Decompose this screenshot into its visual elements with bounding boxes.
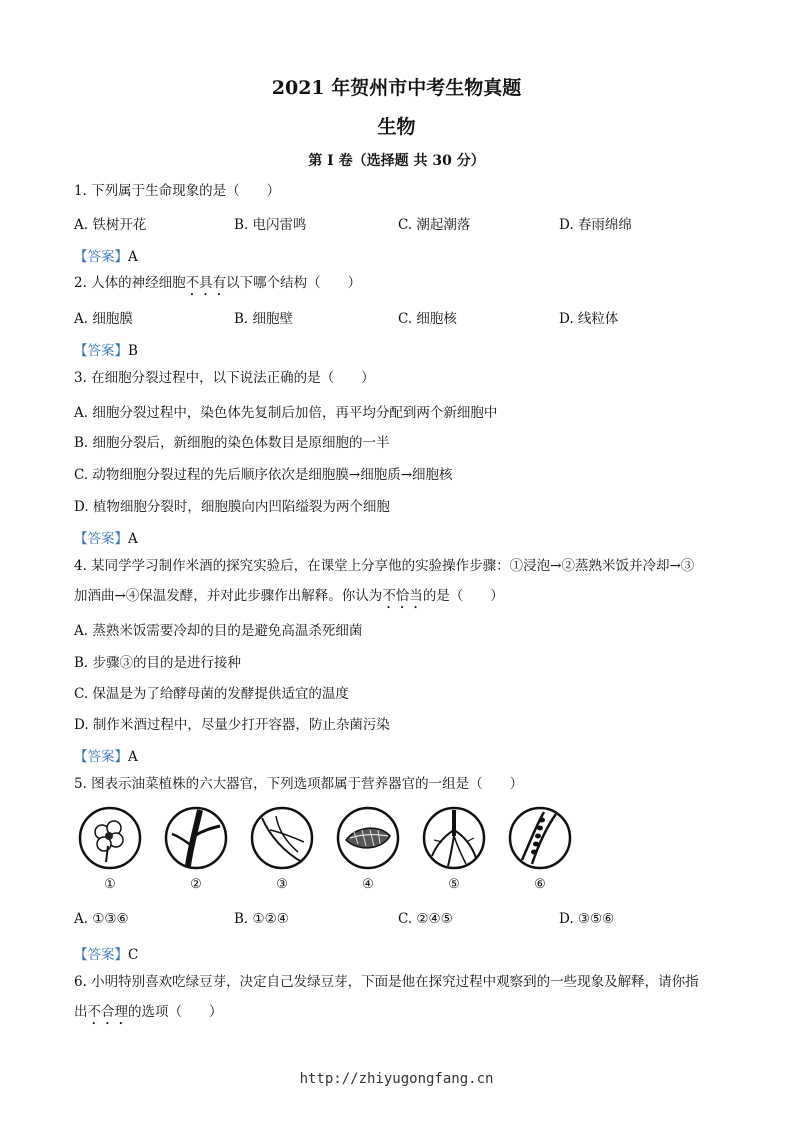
stem-text: 出 — [74, 1004, 88, 1020]
question-4-stem-line-1: 4. 某同学学习制作米酒的探究实验后，在课堂上分享他的实验操作步骤：①浸泡→②蒸熟米饭并冷却→③ — [74, 558, 695, 574]
question-4-option-a: A. 蒸熟米饭需要冷却的目的是避免高温杀死细菌 — [74, 623, 363, 639]
question-5-option-d: D. ③⑤⑥ — [559, 911, 615, 927]
figure-label-4: ④ — [362, 877, 374, 892]
question-1-option-b: B. 电闪雷鸣 — [234, 217, 307, 233]
stem-emphasis: 不恰当 — [382, 588, 423, 604]
figure-label-6: ⑥ — [534, 877, 546, 892]
stem-text: 以下哪个结构（ ） — [226, 275, 362, 291]
answer-value: A — [128, 249, 138, 265]
question-4-stem-line-2 — [74, 587, 504, 612]
figure-label-2: ② — [190, 877, 202, 892]
stem-text: 的是（ ） — [422, 588, 504, 604]
question-6-stem-line-1: 6. 小明特别喜欢吃绿豆芽，决定自己发绿豆芽，下面是他在探究过程中观察到的一些现象及解释，请你指 — [74, 974, 699, 990]
stem-text: 的选项（ ） — [128, 1004, 223, 1020]
question-1-option-c: C. 潮起潮落 — [398, 217, 471, 233]
question-1-option-a: A. 铁树开花 — [74, 217, 147, 233]
fruit-icon — [336, 806, 400, 870]
question-4-option-b: B. 步骤③的目的是进行接种 — [74, 655, 242, 671]
question-3-option-d: D. 植物细胞分裂时，细胞膜向内凹陷缢裂为两个细胞 — [74, 499, 390, 515]
stem-emphasis: 不合理 — [87, 1004, 128, 1020]
stem-icon — [164, 806, 228, 870]
question-2-stem — [74, 274, 361, 299]
question-5-option-a: A. ①③⑥ — [74, 911, 129, 927]
answer-tag: 【答案】 — [74, 749, 128, 765]
stem-text: 加酒曲→④保温发酵，并对此步骤作出解释。你认为 — [74, 588, 383, 604]
section-heading: 第 I 卷（选择题 共 30 分） — [308, 153, 485, 169]
question-3-answer — [74, 527, 138, 547]
page-subtitle: 生物 — [377, 116, 416, 138]
question-3-stem: 3. 在细胞分裂过程中，以下说法正确的是（ ） — [74, 370, 375, 386]
flower-icon — [78, 806, 142, 870]
question-3-option-a: A. 细胞分裂过程中，染色体先复制后加倍，再平均分配到两个新细胞中 — [74, 405, 498, 421]
footer-url[interactable]: http://zhiyugongfang.cn — [299, 1071, 494, 1087]
answer-tag: 【答案】 — [74, 531, 128, 547]
root-icon — [422, 806, 486, 870]
question-1-option-d: D. 春雨绵绵 — [559, 217, 632, 233]
answer-value: A — [128, 531, 138, 547]
seed-icon — [508, 806, 572, 870]
question-3-option-b: B. 细胞分裂后，新细胞的染色体数目是原细胞的一半 — [74, 435, 390, 451]
question-5-stem: 5. 图表示油菜植株的六大器官，下列选项都属于营养器官的一组是（ ） — [74, 776, 524, 792]
question-2-option-b: B. 细胞壁 — [234, 311, 294, 327]
page-title: 2021 年贺州市中考生物真题 — [271, 77, 522, 99]
leaf-icon — [250, 806, 314, 870]
question-5-option-b: B. ①②④ — [234, 911, 289, 927]
question-2-option-d: D. 线粒体 — [559, 311, 619, 327]
question-1-answer — [74, 245, 138, 265]
answer-tag: 【答案】 — [74, 947, 128, 963]
question-4-answer — [74, 745, 138, 765]
answer-tag: 【答案】 — [74, 249, 128, 265]
answer-value: A — [128, 749, 138, 765]
question-4-option-d: D. 制作米酒过程中，尽量少打开容器，防止杂菌污染 — [74, 717, 390, 733]
question-3-option-c: C. 动物细胞分裂过程的先后顺序依次是细胞膜→细胞质→细胞核 — [74, 467, 453, 483]
answer-tag: 【答案】 — [74, 343, 128, 359]
stem-text: 2. 人体的神经细胞 — [74, 275, 186, 291]
question-5-answer — [74, 943, 138, 963]
answer-value: C — [128, 947, 139, 963]
answer-value: B — [128, 343, 138, 359]
figure-label-1: ① — [104, 877, 116, 892]
question-2-answer — [74, 339, 138, 359]
figure-label-3: ③ — [276, 877, 288, 892]
question-6-stem-line-2 — [74, 1003, 223, 1028]
question-2-option-c: C. 细胞核 — [398, 311, 457, 327]
question-2-option-a: A. 细胞膜 — [74, 311, 133, 327]
figure-label-5: ⑤ — [448, 877, 460, 892]
question-4-option-c: C. 保温是为了给酵母菌的发酵提供适宜的温度 — [74, 686, 349, 702]
question-1-stem: 1. 下列属于生命现象的是（ ） — [74, 183, 281, 199]
stem-emphasis: 不具有 — [185, 275, 227, 291]
question-5-option-c: C. ②④⑤ — [398, 911, 453, 927]
